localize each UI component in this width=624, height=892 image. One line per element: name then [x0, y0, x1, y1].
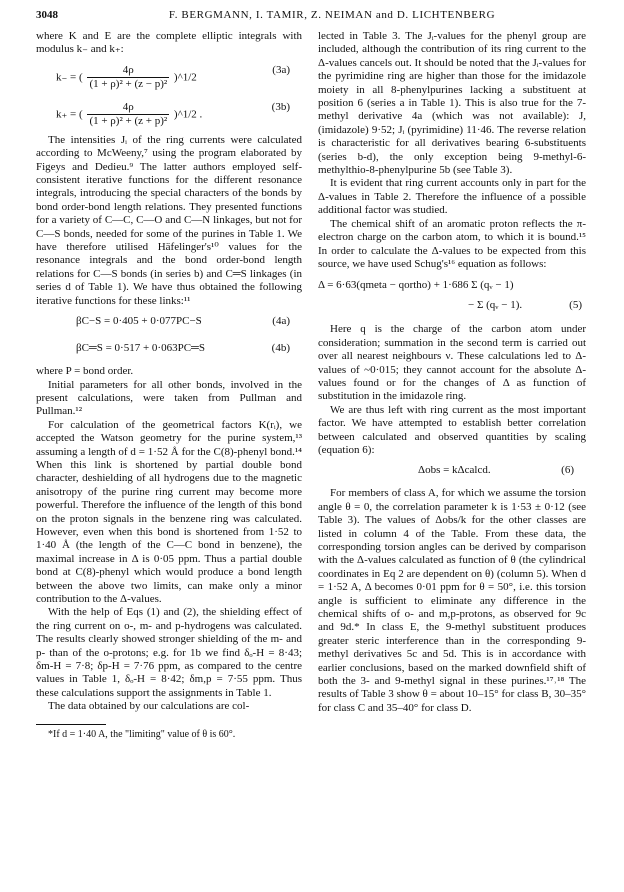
paragraph: Here q is the charge of the carbon atom under consideration; summation in the second term is carried out over all nearest neighbours ν. These calculations led to Δ-values of ~0·015; they cannot account for the absolute Δ-values found or for the changes of Δ as function of substitution in the imidazole ring. — [318, 323, 586, 403]
footnote: *If d = 1·40 A, the "limiting" value of θ is 60°. — [48, 728, 236, 740]
eq3a-rhs: )^1/2 — [173, 71, 197, 84]
page-header — [36, 6, 588, 24]
equation-number: (5) — [569, 299, 582, 312]
paragraph: The data obtained by our calculations are col- — [48, 700, 250, 713]
paragraph: where P = bond order. — [36, 365, 134, 378]
paragraph: For calculation of the geometrical factors K(rᵢ), we accepted the Watson geometry for the purine system,¹³ assuming a length of d = 1·52 Å for the C(8)-phenyl bond.¹⁴ When this link is shortened by partial double bond character, deshielding of all hydrogens due to the magnetic anisotropy of the purine ring current may become more powerful. Therefore the influence of the length of this bond on the proton signals in the benzene ring was calculated. However, even when this bond is shortened from 1·52 to 1·40 Å (the length of the C—C bond in benzene), the maximal increase in Δ is 0·05 ppm. Thus a partial double bond at C(8)-phenyl which would produce a bond length between the above two limits, can make only a minor contribution to the Δ-values. — [36, 418, 302, 605]
right-column — [318, 30, 586, 715]
left-column — [36, 30, 302, 741]
eq3a-fraction — [87, 64, 169, 92]
eq3b-rhs: )^1/2 . — [173, 108, 203, 121]
equation-number: (3b) — [271, 100, 290, 113]
eq4a-body: βC−S = 0·405 + 0·077PC−S — [76, 315, 202, 328]
eq3a-denominator: (1 + ρ)² + (z − p)² — [89, 78, 168, 91]
paragraph: We are thus left with ring current as the most important factor. We have attempted to establish better correlation between calculated and observed quantities by scaling (equation 6): — [318, 403, 586, 456]
eq3b-fraction — [87, 101, 169, 129]
paragraph: The chemical shift of an aromatic proton reflects the π-electron charge on the carbon atom, to which it is bound.¹⁵ In order to calculate the Δ-values to be expected from this source, we have used Schug's¹⁶ equation as follows: — [318, 217, 586, 270]
equation-number: (3a) — [272, 63, 290, 76]
eq3a-lhs: k₋ = ( — [56, 71, 83, 84]
paragraph: It is evident that ring current accounts only in part for the Δ-values in Table 2. Therefore the influence of a possible additional factor was studied. — [318, 177, 586, 217]
paragraph: For members of class A, for which we assume the torsion angle θ = 0, the correlation parameter k is 1·53 ± 0·12 (see Table 3). The values of Δobs/k for the other classes are listed in column 4 of the Table. From these data, the corresponding torsion angles can be derived by comparison with the Δ-values calculated as function of θ (the cylindrical coordinates in Eq 2 are dependent on θ) (column 5). When d = 1·52 A, Δ becomes 0·01 ppm for θ = 50°, i.e. this torsion angle is sufficient to eliminate any difference in the chemical shifts of o- and m,p-protons, as observed for 9c and 9d.* In class E, the 9-methyl substituent produces greater steric interference than in the corresponding 9-methyl derivatives 5c and 5d. This is in accordance with earlier conclusions, based on the marked downfield shift of both the 3- and 9-methyl signal in these purines.¹⁷˒¹⁸ The results of Table 3 show θ = about 10–15° for class B, 30–35° for class C and 35–40° for class D. — [318, 487, 586, 714]
equation-number: (4a) — [272, 315, 290, 328]
equation-3b — [36, 97, 302, 131]
eq3b-numerator: 4ρ — [87, 101, 169, 115]
paragraph: The intensities Jᵢ of the ring currents were calculated according to McWeeny,⁷ using the program elaborated by Figeys and Dedieu.⁹ The latter authors employed self-consistent iterative functions for the different resonance integrals, introducing the special characters of the bonds by bond order-bond length relations. They presented functions for a variety of C—C, C—O and C—N linkages, but not for C—S bonds, needed for some of the purines in Table 1. We have therefore utilised Häfelinger's¹⁰ values for the resonance integrals and the bond order-bond length relations for C—S bonds (in series b) and C═S linkages (in series d of Table 1). We have thus obtained the following iterative functions for these links:¹¹ — [36, 133, 302, 307]
running-title: F. BERGMANN, I. TAMIR, Z. NEIMAN and D. LICHTENBERG — [168, 9, 496, 21]
equation-4a — [36, 311, 302, 335]
page-number: 3048 — [36, 9, 58, 21]
eq6-body: Δobs = kΔcalcd. — [418, 464, 491, 477]
paragraph: where K and E are the complete elliptic integrals with modulus k₋ and k₊: — [36, 30, 302, 56]
eq5-line2: − Σ (qᵥ − 1). — [468, 299, 523, 312]
paragraph: With the help of Eqs (1) and (2), the shielding effect of the ring current on o-, m- and p-hydrogens was calculated. The results clearly showed stronger shielding of the m- and p- than of the o-protons; e.g. for 1b we find δₒ-H = 8·43; δm-H = 7·8; δp-H = 7·76 ppm, as compared to the centre values in Table 1, δₒ-H = 8·42; δm,p = 7·55 ppm. Thus these calculations support the assignments in Table 1. — [36, 606, 302, 699]
eq3b-denominator: (1 + ρ)² + (z + p)² — [89, 115, 168, 128]
equation-number: (4b) — [271, 342, 290, 355]
equation-3a — [36, 60, 302, 94]
eq3a-numerator: 4ρ — [87, 64, 169, 78]
eq3b-lhs: k₊ = ( — [56, 108, 83, 121]
equation-6 — [318, 460, 586, 484]
equation-4b — [36, 338, 302, 362]
equation-5 — [318, 277, 586, 317]
eq5-line1: Δ = 6·63(qmeta − qortho) + 1·686 Σ (qᵥ − 1) — [318, 279, 514, 292]
paragraph: Initial parameters for all other bonds, involved in the present calculations, were taken from Pullman and Pullman.¹² — [36, 378, 302, 418]
paragraph: lected in Table 3. The Jᵢ-values for the phenyl group are included, although the contribution of its ring current to the Δ-values cancels out. It should be noted that the Jᵢ-values for the pyrimidine ring are higher than those for the imidazole moiety in all 8-phenylpurines lacking a substituent at position 6 (series a in Table 1). This is also true for the 7-methyl derivative 4a (which was not available): J, (imidazole) 9·52; Jᵢ (pyrimidine) 11·46. The reverse relation is characteristic for all derivatives bearing 6-substituents (series b-d), the only exception being 9-methyl-6-methylthio-8-phenylpurine 5b (see Table 3). — [318, 30, 586, 177]
footnote-rule — [36, 724, 106, 725]
equation-number: (6) — [561, 464, 574, 477]
eq4b-body: βC═S = 0·517 + 0·063PC═S — [76, 342, 205, 355]
